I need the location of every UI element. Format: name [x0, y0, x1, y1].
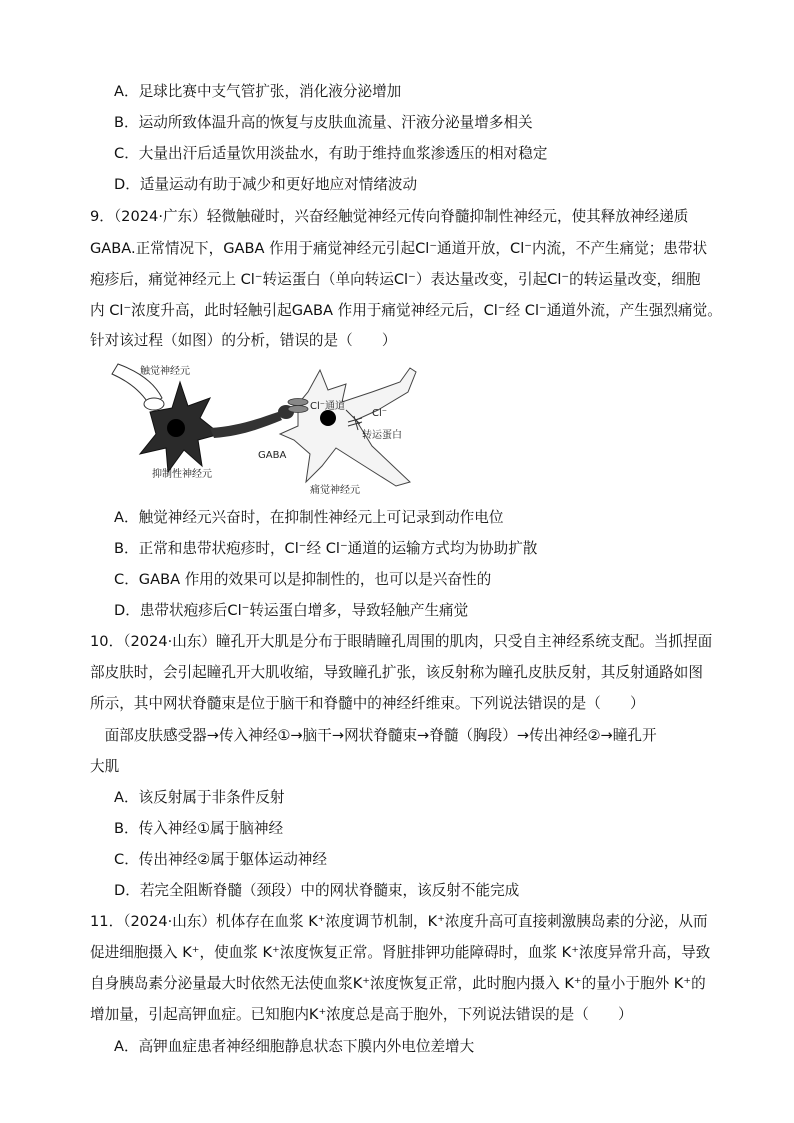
inhibitory-neuron-nucleus — [167, 419, 185, 437]
q9-stem-line: 9．（2024·广东）轻微触碰时，兴奋经触觉神经元传向脊髓抑制性神经元，使其释放神经递质 — [90, 208, 689, 225]
q9-stem-line: GABA.正常情况下，GABA 作用于痛觉神经元引起Cl⁻通道开放，Cl⁻内流，不产生痛觉；患带状 — [90, 240, 708, 257]
inhibitory-neuron-label: 抑制性神经元 — [152, 469, 212, 480]
touch-neuron-terminal — [144, 398, 164, 410]
gaba-label: GABA — [258, 450, 287, 461]
q11-stem-line: 促进细胞摄入 K⁺，使血浆 K⁺浓度恢复正常。肾脏排钾功能障碍时，血浆 K⁺浓度异常升高，导致 — [90, 944, 711, 961]
pain-neuron-label: 痛觉神经元 — [310, 485, 360, 496]
q8-option-d: D．适量运动有助于减少和更好地应对情绪波动 — [114, 176, 418, 193]
q10-option-b: B．传入神经①属于脑神经 — [114, 820, 284, 837]
q10-option-d: D．若完全阻断脊髓（颈段）中的网状脊髓束，该反射不能完成 — [114, 882, 520, 899]
inhibitory-neuron-axon — [210, 412, 282, 438]
q11-stem-line: 增加量，引起高钾血症。已知胞内K⁺浓度总是高于胞外，下列说法错误的是（ ） — [90, 1006, 633, 1023]
q11-option-a: A．高钾血症患者神经细胞静息状态下膜内外电位差增大 — [114, 1038, 475, 1055]
q8-option-c: C．大量出汗后适量饮用淡盐水，有助于维持血浆渗透压的相对稳定 — [114, 145, 548, 162]
cl-channel-shape — [288, 399, 308, 406]
pain-neuron-body — [280, 368, 416, 486]
q8-option-a: A．足球比赛中支气管扩张，消化液分泌增加 — [114, 83, 402, 100]
q9-option-b: B．正常和患带状疱疹时，Cl⁻经 Cl⁻通道的运输方式均为协助扩散 — [114, 540, 538, 557]
q9-stem-line: 内 Cl⁻浓度升高，此时轻触引起GABA 作用于痛觉神经元后，Cl⁻经 Cl⁻通道外流，产生强烈痛觉。 — [90, 302, 722, 319]
cl-ion-label: Cl⁻ — [372, 408, 388, 419]
q10-option-c: C．传出神经②属于躯体运动神经 — [114, 851, 327, 868]
neuron-diagram — [110, 362, 420, 500]
q11-stem-line: 自身胰岛素分泌量最大时依然无法使血浆K⁺浓度恢复正常，此时胞内摄入 K⁺的量小于胞外 K⁺的 — [90, 975, 706, 992]
q9-option-a: A．触觉神经元兴奋时，在抑制性神经元上可记录到动作电位 — [114, 509, 504, 526]
q9-option-c: C．GABA 作用的效果可以是抑制性的，也可以是兴奋性的 — [114, 571, 492, 588]
q9-option-d: D．患带状疱疹后Cl⁻转运蛋白增多，导致轻触产生痛觉 — [114, 602, 469, 619]
q9-stem-line: 针对该过程（如图）的分析，错误的是（ ） — [90, 332, 397, 349]
q10-stem-line: 10．（2024·山东）瞳孔开大肌是分布于眼睛瞳孔周围的肌肉，只受自主神经系统支配。当抓捏面 — [90, 633, 713, 650]
touch-neuron-label: 触觉神经元 — [140, 366, 190, 377]
pain-neuron-nucleus — [320, 410, 336, 426]
q10-reflex-pathway-cont: 大肌 — [90, 758, 120, 775]
q10-option-a: A．该反射属于非条件反射 — [114, 789, 285, 806]
q10-stem-line: 所示，其中网状脊髓束是位于脑干和脊髓中的神经纤维束。下列说法错误的是（ ） — [90, 695, 645, 712]
q10-stem-line: 部皮肤时，会引起瞳孔开大肌收缩，导致瞳孔扩张，该反射称为瞳孔皮肤反射，其反射通路如图 — [90, 664, 703, 681]
q8-option-b: B．运动所致体温升高的恢复与皮肤血流量、汗液分泌量增多相关 — [114, 114, 533, 131]
transporter-label: 转运蛋白 — [362, 430, 402, 441]
cl-channel-shape — [288, 406, 308, 413]
cl-channel-label: Cl⁻通道 — [310, 401, 346, 412]
q10-reflex-pathway: 面部皮肤感受器→传入神经①→脑干→网状脊髓束→脊髓（胸段）→传出神经②→瞳孔开 — [90, 727, 657, 744]
q11-stem-line: 11．（2024·山东）机体存在血浆 K⁺浓度调节机制，K⁺浓度升高可直接刺激胰岛素的分泌，从而 — [90, 913, 708, 930]
q9-stem-line: 疱疹后，痛觉神经元上 Cl⁻转运蛋白（单向转运Cl⁻）表达量改变，引起Cl⁻的转运量改变，细胞 — [90, 271, 701, 288]
